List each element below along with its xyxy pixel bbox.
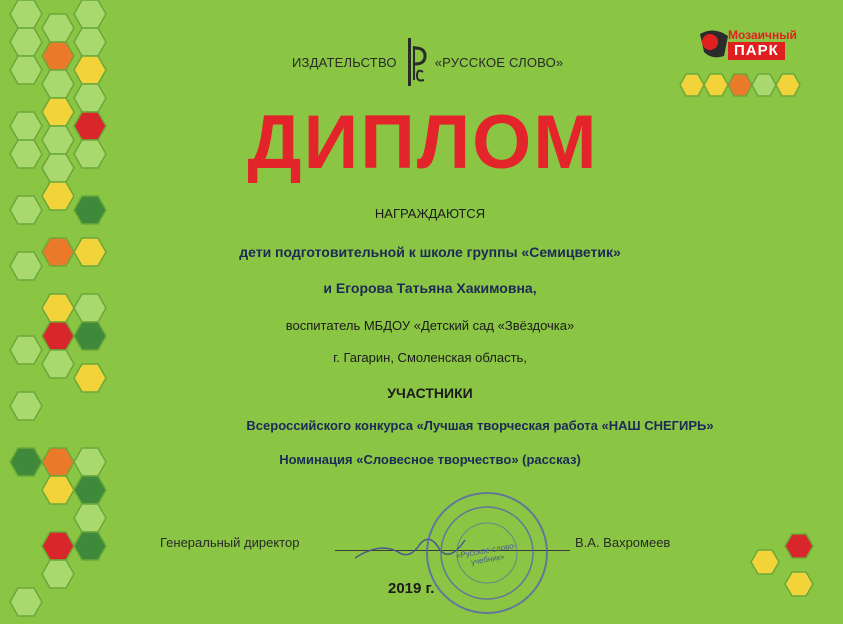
diploma-year: 2019 г. <box>388 580 435 597</box>
group-line: дети подготовительной к школе группы «Семицветик» <box>239 244 621 260</box>
publisher-emblem-icon <box>405 38 427 86</box>
awarded-label: НАГРАЖДАЮТСЯ <box>374 206 486 221</box>
official-stamp <box>420 488 555 618</box>
position-line: воспитатель МБДОУ «Детский сад «Звёздочка» <box>285 318 575 333</box>
stamp-text: «Русское слово-учебник» <box>455 540 517 567</box>
status-line: УЧАСТНИКИ <box>387 385 473 401</box>
hexagon-pattern-corner <box>744 532 824 607</box>
publisher-prefix: ИЗДАТЕЛЬСТВО <box>292 54 397 70</box>
location-line: г. Гагарин, Смоленская область, <box>333 350 527 365</box>
diploma-title: ДИПЛОМ <box>247 100 599 185</box>
nomination-line: Номинация «Словесное творчество» (рассказ) <box>279 452 581 467</box>
hexagon-pattern-left <box>0 0 150 624</box>
contest-line: Всероссийского конкурса «Лучшая творческая работа «НАШ СНЕГИРЬ» <box>246 418 714 433</box>
park-logo-main: ПАРК <box>728 42 785 60</box>
signer-name: В.А. Вахромеев <box>575 535 671 550</box>
park-logo-top: Мозаичный <box>728 28 797 42</box>
publisher-name: «РУССКОЕ СЛОВО» <box>434 54 564 70</box>
signer-title: Генеральный директор <box>160 535 300 550</box>
mosaic-park-logo <box>676 22 816 112</box>
publisher-logo <box>292 38 563 86</box>
teacher-line: и Егорова Татьяна Хакимовна, <box>323 280 537 296</box>
